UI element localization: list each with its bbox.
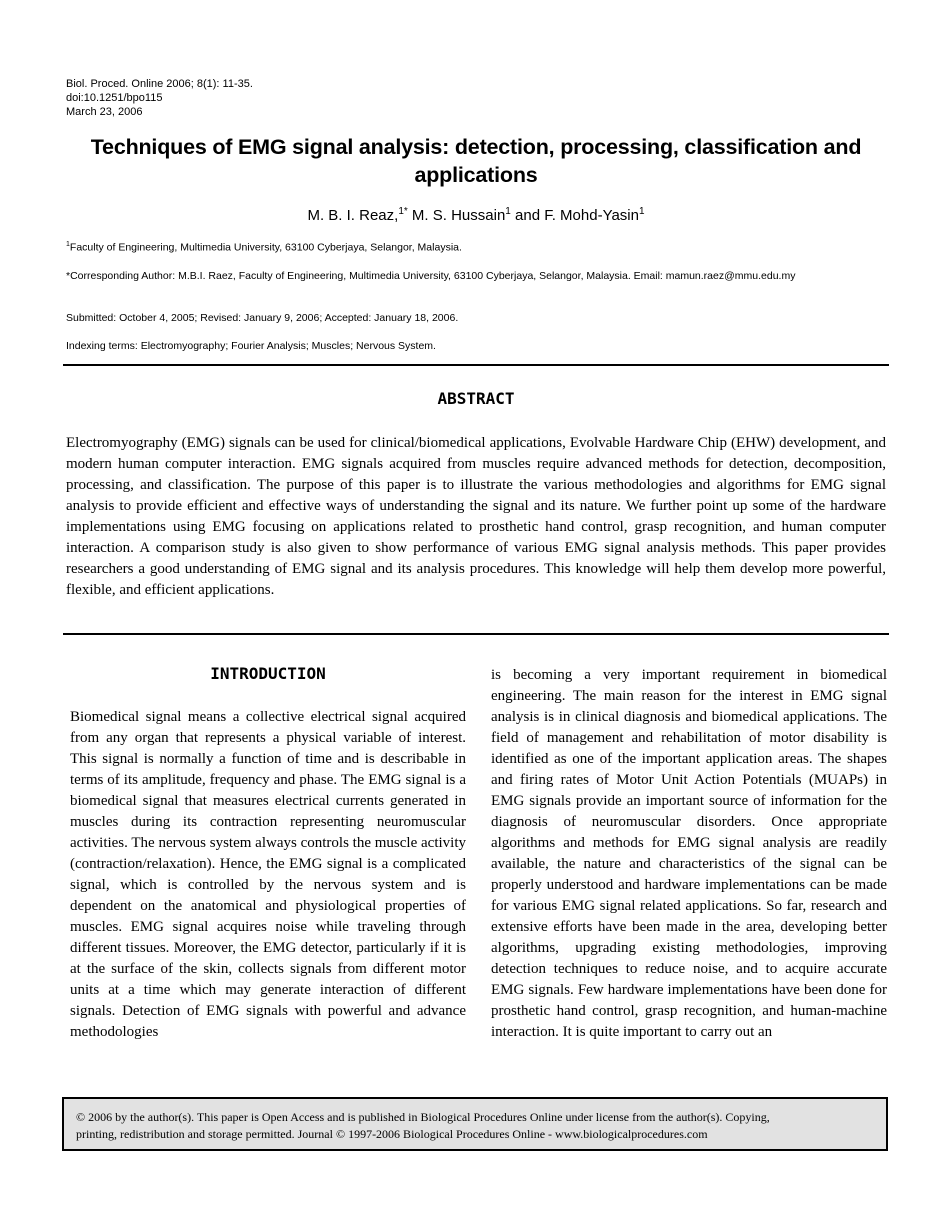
corresponding-author: *Corresponding Author: M.B.I. Raez, Faculty of Engineering, Multimedia University, 63100 Cyberjaya, Selangor, Malaysia. Email: mamun.raez@mmu.edu.my bbox=[66, 270, 796, 282]
paper-title: Techniques of EMG signal analysis: detection, processing, classification and applications bbox=[90, 135, 862, 187]
author-affiliation-mark: 1 bbox=[638, 206, 645, 217]
author-affiliation-mark: 1* bbox=[398, 206, 408, 217]
author-name: M. S. Hussain bbox=[407, 207, 506, 224]
copyright-line: printing, redistribution and storage permitted. Journal © 1997-2006 Biological Procedures Online - www.biologicalprocedures.com bbox=[76, 1127, 708, 1141]
copyright-text bbox=[76, 1109, 876, 1143]
author-name: M. B. I. Reaz, bbox=[307, 207, 399, 224]
introduction-right-column: is becoming a very important requirement in biomedical engineering. The main reason for the interest in EMG signal analysis is in clinical diagnosis and biomedical applications. The field of management and rehabilitation of motor disability is identified as one of the important application areas. The shapes and firing rates of Motor Unit Action Potentials (MUAPs) in EMG signals provide an important source of information for the diagnosis of neuromuscular disorders. Once appropriate algorithms and methods for EMG signal analysis are readily available, the nature and characteristics of the signal can be properly understood and hardware implementations can be made for various EMG signal related applications. So far, research and extensive efforts have been made in the area, developing better algorithms, upgrading existing methodologies, improving detection techniques to reduce noise, and to acquire accurate EMG signals. Few hardware implementations have been done for prosthetic hand control, grasp recognition, and human-machine interaction. It is quite important to carry out an bbox=[491, 667, 887, 1040]
submission-dates: Submitted: October 4, 2005; Revised: January 9, 2006; Accepted: January 18, 2006. bbox=[66, 312, 459, 324]
indexing-terms: Indexing terms: Electromyography; Fourier Analysis; Muscles; Nervous System. bbox=[66, 340, 436, 352]
author-affiliation-mark: 1 bbox=[505, 206, 511, 217]
divider-rule bbox=[63, 364, 889, 366]
introduction-heading: INTRODUCTION bbox=[210, 664, 326, 683]
affiliation-text: Faculty of Engineering, Multimedia University, 63100 Cyberjaya, Selangor, Malaysia. bbox=[69, 241, 462, 254]
author-list bbox=[66, 206, 886, 224]
journal-doi: doi:10.1251/bpo115 bbox=[66, 92, 163, 104]
introduction-left-column: Biomedical signal means a collective electrical signal acquired from any organ that represents a physical variable of interest. This signal is normally a function of time and is describable in terms of its amplitude, frequency and phase. The EMG signal is a biomedical signal that measures electrical currents generated in muscles during its contraction representing neuromuscular activities. The nervous system always controls the muscle activity (contraction/relaxation). Hence, the EMG signal is a complicated signal, which is controlled by the nervous system and is dependent on the anatomical and physiological properties of muscles. EMG signal acquires noise while traveling through different tissues. Moreover, the EMG detector, particularly if it is at the surface of the skin, collects signals from different motor units at a time which may generate interaction of different signals. Detection of EMG signals with powerful and advance methodologies bbox=[70, 709, 466, 1040]
journal-citation: Biol. Proced. Online 2006; 8(1): 11-35. bbox=[66, 78, 253, 90]
copyright-line: © 2006 by the author(s). This paper is Open Access and is published in Biological Procedures Online under license from the author(s). Copying, bbox=[76, 1110, 770, 1124]
copyright-footer bbox=[62, 1097, 888, 1151]
affiliation-mark: 1 bbox=[66, 241, 70, 248]
abstract-heading: ABSTRACT bbox=[437, 389, 515, 408]
affiliation bbox=[66, 241, 462, 254]
abstract-text: Electromyography (EMG) signals can be used for clinical/biomedical applications, Evolvable Hardware Chip (EHW) development, and modern human computer interaction. EMG signals acquired from muscles require advanced methods for detection, decomposition, processing, and classification. The purpose of this paper is to illustrate the various methodologies and algorithms for EMG signal analysis to provide efficient and effective ways of understanding the signal and its nature. We further point up some of the hardware implementations using EMG focusing on applications related to prosthetic hand control, grasp recognition, and human computer interaction. A comparison study is also given to show performance of various EMG signal analysis methods. This paper provides researchers a good understanding of EMG signal and its analysis procedures. This knowledge will help them develop more powerful, flexible, and efficient applications. bbox=[66, 435, 886, 598]
publication-date: March 23, 2006 bbox=[66, 106, 143, 118]
divider-rule bbox=[63, 633, 889, 635]
journal-info bbox=[66, 77, 253, 119]
author-name: and F. Mohd-Yasin bbox=[510, 207, 639, 224]
